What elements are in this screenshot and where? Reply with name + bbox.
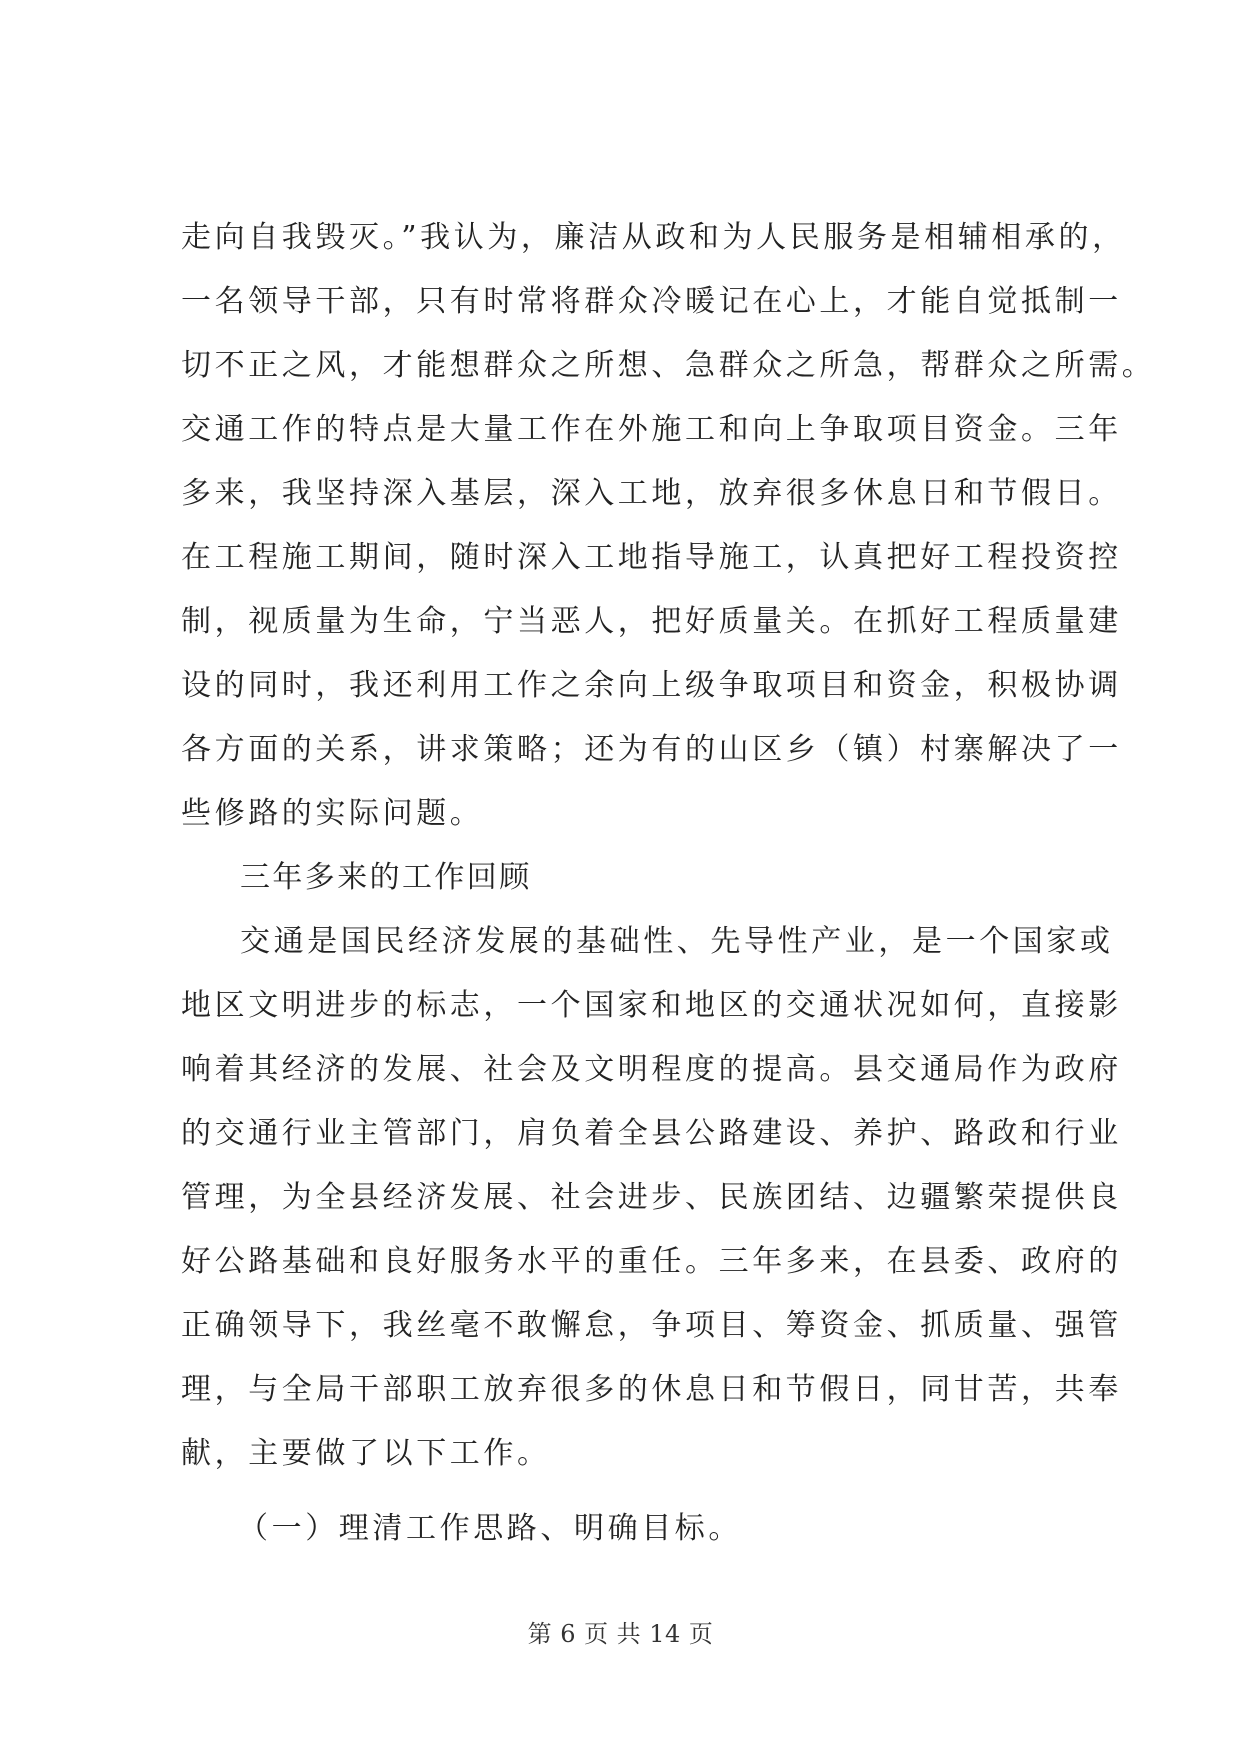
- subsection-title: （一）理清工作思路、明确目标。: [238, 1511, 742, 1546]
- body-line-8: 设的同时，我还利用工作之余向上级争取项目和资金，积极协调: [181, 668, 1122, 703]
- body-line-3: 切不正之风，才能想群众之所想、急群众之所急，帮群众之所需。: [181, 348, 1156, 383]
- body-line-2: 一名领导干部，只有时常将群众冷暖记在心上，才能自觉抵制一: [181, 284, 1122, 319]
- body-line-12: 交通是国民经济发展的基础性、先导性产业，是一个国家或: [240, 924, 1114, 959]
- body-line-13: 地区文明进步的标志，一个国家和地区的交通状况如何，直接影: [181, 988, 1122, 1023]
- body-line-6: 在工程施工期间，随时深入工地指导施工，认真把好工程投资控: [181, 540, 1122, 575]
- body-line-18: 正确领导下，我丝毫不敢懈怠，争项目、筹资金、抓质量、强管: [181, 1308, 1122, 1343]
- body-line-5: 多来，我坚持深入基层，深入工地，放弃很多休息日和节假日。: [181, 476, 1122, 511]
- body-line-4: 交通工作的特点是大量工作在外施工和向上争取项目资金。三年: [181, 412, 1122, 447]
- section-heading: 三年多来的工作回顾: [240, 860, 532, 895]
- body-line-20: 献，主要做了以下工作。: [181, 1436, 551, 1471]
- body-line-1: 走向自我毁灭。”我认为，廉洁从政和为人民服务是相辅相承的，: [181, 220, 1126, 255]
- body-line-15: 的交通行业主管部门，肩负着全县公路建设、养护、路政和行业: [181, 1116, 1122, 1151]
- body-line-10: 些修路的实际问题。: [181, 796, 484, 831]
- body-line-19: 理，与全局干部职工放弃很多的休息日和节假日，同甘苦，共奉: [181, 1372, 1122, 1407]
- body-line-7: 制，视质量为生命，宁当恶人，把好质量关。在抓好工程质量建: [181, 604, 1122, 639]
- body-line-16: 管理，为全县经济发展、社会进步、民族团结、边疆繁荣提供良: [181, 1180, 1122, 1215]
- page-footer: 第 6 页 共 14 页: [527, 1620, 714, 1648]
- body-line-9: 各方面的关系，讲求策略；还为有的山区乡（镇）村寨解决了一: [181, 732, 1122, 767]
- body-line-17: 好公路基础和良好服务水平的重任。三年多来，在县委、政府的: [181, 1244, 1122, 1279]
- body-line-14: 响着其经济的发展、社会及文明程度的提高。县交通局作为政府: [181, 1052, 1122, 1087]
